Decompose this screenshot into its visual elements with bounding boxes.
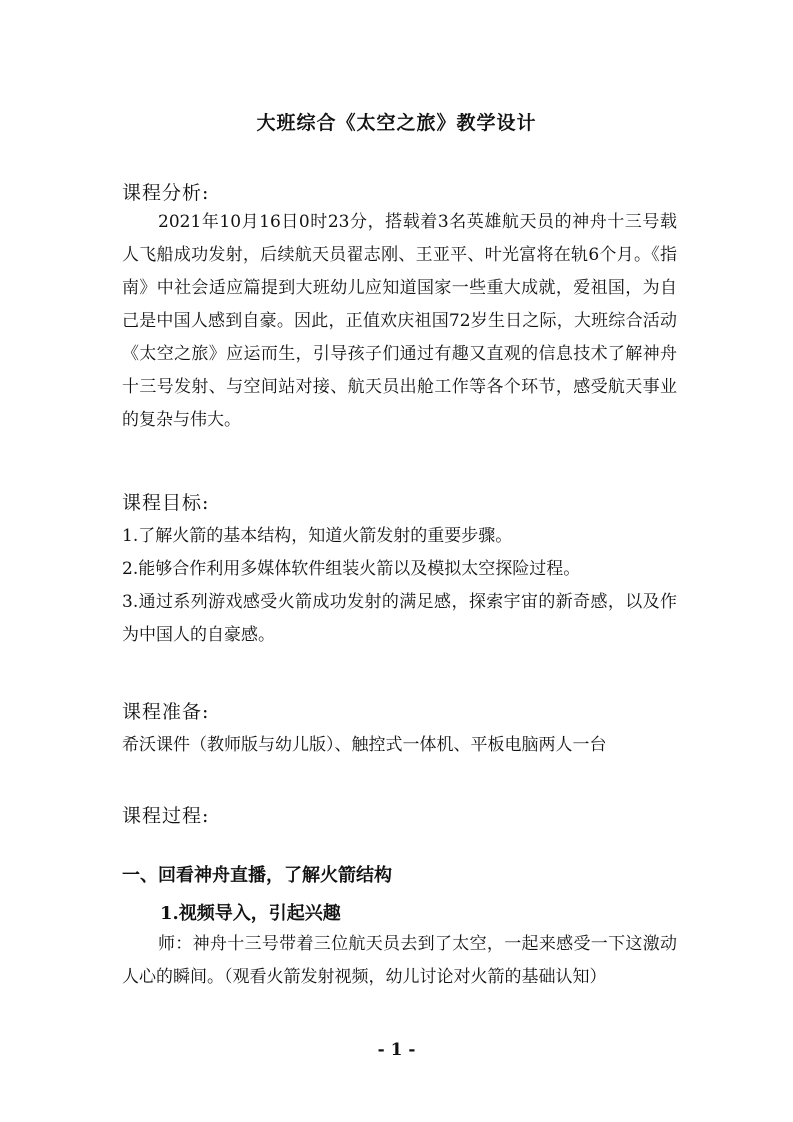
- analysis-paragraph: [122, 206, 677, 437]
- preparation-heading: 课程准备:: [122, 701, 210, 723]
- analysis-heading: 课程分析:: [122, 182, 210, 204]
- part1-heading: 一、回看神舟直播，了解火箭结构: [122, 865, 392, 886]
- step1-paragraph: [122, 928, 677, 994]
- analysis-body: 2021年10月16日0时23分，搭载着3名英雄航天员的神舟十三号载人飞船成功发射，后续航天员翟志刚、王亚平、叶光富将在轨6个月。《指南》中社会适应篇提到大班幼儿应知道国家一些重大成就，爱祖国，为自己是中国人感到自豪。因此，正值欢庆祖国72岁生日之际，大班综合活动《太空之旅》应运而生，引导孩子们通过有趣又直观的信息技术了解神舟十三号发射、与空间站对接、航天员出舱工作等各个环节，感受航天事业的复杂与伟大。: [122, 212, 677, 430]
- goal-item-2: 2.能够合作利用多媒体软件组装火箭以及模拟太空探险过程。: [122, 559, 581, 579]
- process-heading: 课程过程:: [122, 805, 210, 827]
- step1-body: 师：神舟十三号带着三位航天员去到了太空，一起来感受一下这激动人心的瞬间。（观看火箭发射视频，幼儿讨论对火箭的基础认知）: [122, 934, 677, 987]
- document-title: 大班综合《太空之旅》教学设计: [256, 112, 537, 134]
- step1-heading: 1.视频导入，引起兴趣: [160, 903, 341, 924]
- preparation-body: 希沃课件（教师版与幼儿版）、触控式一体机、平板电脑两人一台: [122, 735, 607, 755]
- page-number: - 1 -: [377, 1040, 416, 1060]
- goal-item-3: 3.通过系列游戏感受火箭成功发射的满足感，探索宇宙的新奇感，以及作为中国人的自豪感。: [122, 592, 677, 645]
- goals-heading: 课程目标:: [122, 492, 210, 514]
- goal-item-1: 1.了解火箭的基本结构，知道火箭发射的重要步骤。: [122, 526, 513, 546]
